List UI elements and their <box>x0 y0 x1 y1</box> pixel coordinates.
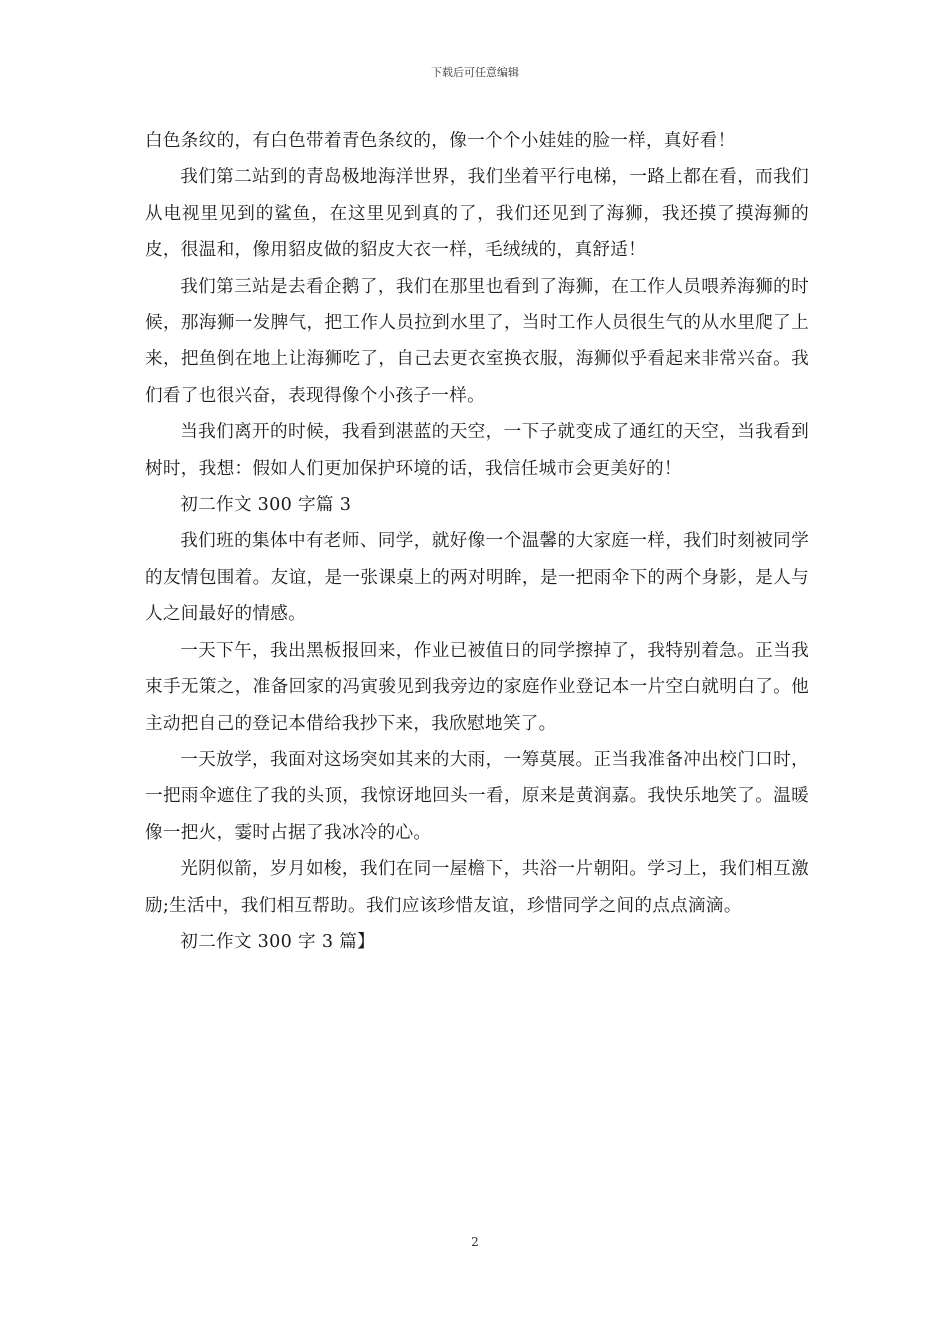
paragraph: 一天下午，我出黑板报回来，作业已被值日的同学擦掉了，我特别着急。正当我束手无策之，准备回家的冯寅骏见到我旁边的家庭作业登记本一片空白就明白了。他主动把自己的登记本借给我抄下来，我欣慰地笑了。 <box>145 640 809 734</box>
paragraph: 我们第三站是去看企鹅了，我们在那里也看到了海狮，在工作人员喂养海狮的时候，那海狮一发脾气，把工作人员拉到水里了，当时工作人员很生气的从水里爬了上来，把鱼倒在地上让海狮吃了，自己去更衣室换衣服，海狮似乎看起来非常兴奋。我们看了也很兴奋，表现得像个小孩子一样。 <box>145 276 809 406</box>
paragraph: 当我们离开的时候，我看到湛蓝的天空，一下子就变成了通红的天空，当我看到树时，我想：假如人们更加保护环境的话，我信任城市会更美好的！ <box>145 422 809 479</box>
paragraph: 白色条纹的，有白色带着青色条纹的，像一个个小娃娃的脸一样，真好看！ <box>145 131 736 151</box>
closing-heading: 初二作文 300 字 3 篇】 <box>180 931 375 952</box>
document-body <box>145 123 809 960</box>
page-header: 下载后可任意编辑 <box>431 66 519 79</box>
page-number: 2 <box>471 1235 479 1249</box>
paragraph: 一天放学，我面对这场突如其来的大雨，一筹莫展。正当我准备冲出校门口时，一把雨伞遮住了我的头顶，我惊讶地回头一看，原来是黄润嘉。我快乐地笑了。温暖像一把火，霎时占据了我冰冷的心。 <box>145 749 809 843</box>
paragraph: 光阴似箭，岁月如梭，我们在同一屋檐下，共浴一片朝阳。学习上，我们相互激励;生活中，我们相互帮助。我们应该珍惜友谊，珍惜同学之间的点点滴滴。 <box>145 859 809 916</box>
paragraph: 我们班的集体中有老师、同学，就好像一个温馨的大家庭一样，我们时刻被同学的友情包围着。友谊，是一张课桌上的两对明眸，是一把雨伞下的两个身影，是人与人之间最好的情感。 <box>145 531 809 625</box>
paragraph: 我们第二站到的青岛极地海洋世界，我们坐着平行电梯，一路上都在看，而我们从电视里见到的鲨鱼，在这里见到真的了，我们还见到了海狮，我还摸了摸海狮的皮，很温和，像用貂皮做的貂皮大衣一样，毛绒绒的，真舒适！ <box>145 167 809 261</box>
section-heading: 初二作文 300 字篇 3 <box>180 495 352 516</box>
